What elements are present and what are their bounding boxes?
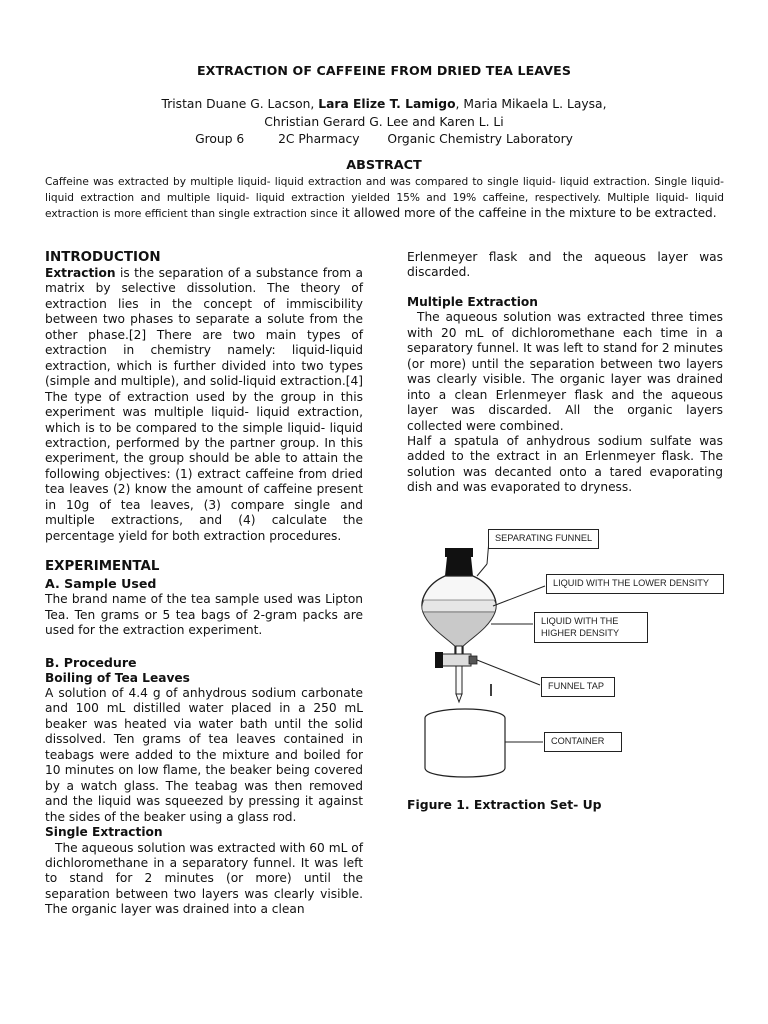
boiling-heading: Boiling of Tea Leaves <box>45 670 190 685</box>
funnel-tap-handle <box>469 656 477 664</box>
author-line-2: Christian Gerard G. Lee and Karen L. Li <box>264 114 504 129</box>
funnel-stem <box>456 646 462 694</box>
lower-liquid-layer <box>423 612 495 646</box>
section-name: 2C Pharmacy <box>278 132 360 146</box>
abstract-body: Caffeine was extracted by multiple liquid- liquid extraction and was compared to single liquid- liquid extraction. Single liquid- liquid extraction and multiple liquid- liquid extraction yielded 15% and 19% caffeine, respectively. Multiple liquid- liquid extraction is more efficient than single extraction since <box>45 176 724 221</box>
label-container: CONTAINER <box>544 732 622 752</box>
procedure-heading: B. Procedure <box>45 654 137 670</box>
funnel-stem-tip <box>456 694 462 702</box>
experimental-heading: EXPERIMENTAL <box>45 559 160 575</box>
single-extraction-paragraph: The aqueous solution was extracted with 60 mL of dichloromethane in a separatory funnel. It was left to stand for 2 minutes (or more) until the separation between two layers was clearly visible. The organic layer was drained into a clean <box>45 840 363 917</box>
introduction-paragraph <box>45 266 363 544</box>
introduction-lead-term: Extraction <box>45 266 116 280</box>
label-separating-funnel: SEPARATING FUNNEL <box>488 529 599 549</box>
label-funnel-tap: FUNNEL TAP <box>541 677 615 697</box>
funnel-stopper <box>445 548 473 557</box>
introduction-body: is the separation of a substance from a matrix by selective dissolution. The theory of extraction lies in the concept of immiscibility between two phases to separate a solute from the other phase.[2] There are two main types of extraction in chemistry namely: liquid-liquid extraction, which is further divided into two types (simple and multiple), and solid-liquid extraction.[4] The type of extraction used by the group in this experiment was multiple liquid- liquid extraction, which is to be compared to the simple liquid- liquid extraction, performed by the partner group. In this experiment, the group should be able to attain the following objectives: (1) extract caffeine from dried tea leaves (2) know the amount of caffeine present in 10g of tea leaves, (3) compare single and multiple extractions, and (4) calculate the percentage yield for both extraction procedures. <box>45 266 363 543</box>
tap-leader <box>477 660 540 685</box>
extraction-setup-figure <box>407 520 727 795</box>
container-body <box>425 718 505 777</box>
author-block <box>0 96 768 149</box>
left-column <box>45 250 363 918</box>
course-name: Organic Chemistry Laboratory <box>387 132 573 146</box>
abstract-conclusion: it allowed more of the caffeine in the mixture to be extracted. <box>337 206 717 221</box>
single-extraction-continued: Erlenmeyer flask and the aqueous layer was discarded. <box>407 250 723 280</box>
multiple-extraction-paragraph-1: The aqueous solution was extracted three times with 20 mL of dichloromethane each time in a separatory funnel. It was left to stand for 2 minutes (or more) until the separation between two layers was clearly visible. The organic layer was drained into a clean Erlenmeyer flask and the aqueous layer was discarded. All the organic layers collected were combined. <box>407 310 723 433</box>
introduction-heading: INTRODUCTION <box>45 250 161 265</box>
sample-paragraph: The brand name of the tea sample used was Lipton Tea. Ten grams or 5 tea bags of 2-gram packs are used for the extraction experiment. <box>45 592 363 638</box>
author-highlighted: Lara Elize T. Lamigo <box>318 97 456 111</box>
abstract-heading: ABSTRACT <box>346 158 422 173</box>
sample-heading: A. Sample Used <box>45 576 157 592</box>
single-extraction-heading: Single Extraction <box>45 825 163 840</box>
label-higher-density-line-2: HIGHER DENSITY <box>541 627 620 638</box>
upper-liquid-layer <box>422 600 496 612</box>
lower-density-leader <box>493 586 545 606</box>
label-higher-density-line-1: LIQUID WITH THE <box>541 616 619 626</box>
boiling-paragraph: A solution of 4.4 g of anhydrous sodium carbonate and 100 mL distilled water placed in a 250 mL beaker was heated via water bath until the solid dissolved. Ten grams of tea leaves contained in teabags were added to the mixture and boiled for 10 minutes on low flame, the beaker being covered by a watch glass. The teabag was then removed and the liquid was squeezed by pressing it against the sides of the beaker using a glass rod. <box>45 685 363 824</box>
authors-part-a: Tristan Duane G. Lacson, <box>161 97 319 111</box>
funnel-neck <box>445 557 473 576</box>
paper-title: EXTRACTION OF CAFFEINE FROM DRIED TEA LEAVES <box>196 63 572 78</box>
author-line-1 <box>0 96 768 114</box>
separatory-funnel-illustration <box>407 520 727 795</box>
label-higher-density <box>534 612 648 643</box>
multiple-extraction-heading: Multiple Extraction <box>407 294 538 309</box>
multiple-extraction-paragraph-2: Half a spatula of anhydrous sodium sulfate was added to the extract in an Erlenmeyer flask. The solution was decanted onto a tared evaporating dish and was evaporated to dryness. <box>407 433 723 495</box>
affiliation-line <box>0 131 768 149</box>
figure-caption: Figure 1. Extraction Set- Up <box>407 797 602 812</box>
group-number: Group 6 <box>195 132 245 146</box>
abstract-text <box>45 175 724 223</box>
funnel-tap-body <box>441 654 471 666</box>
funnel-leader <box>477 564 487 576</box>
label-lower-density: LIQUID WITH THE LOWER DENSITY <box>546 574 724 594</box>
authors-part-b: , Maria Mikaela L. Laysa, <box>455 97 607 111</box>
right-column <box>407 250 723 496</box>
funnel-tap-knob <box>435 652 443 668</box>
